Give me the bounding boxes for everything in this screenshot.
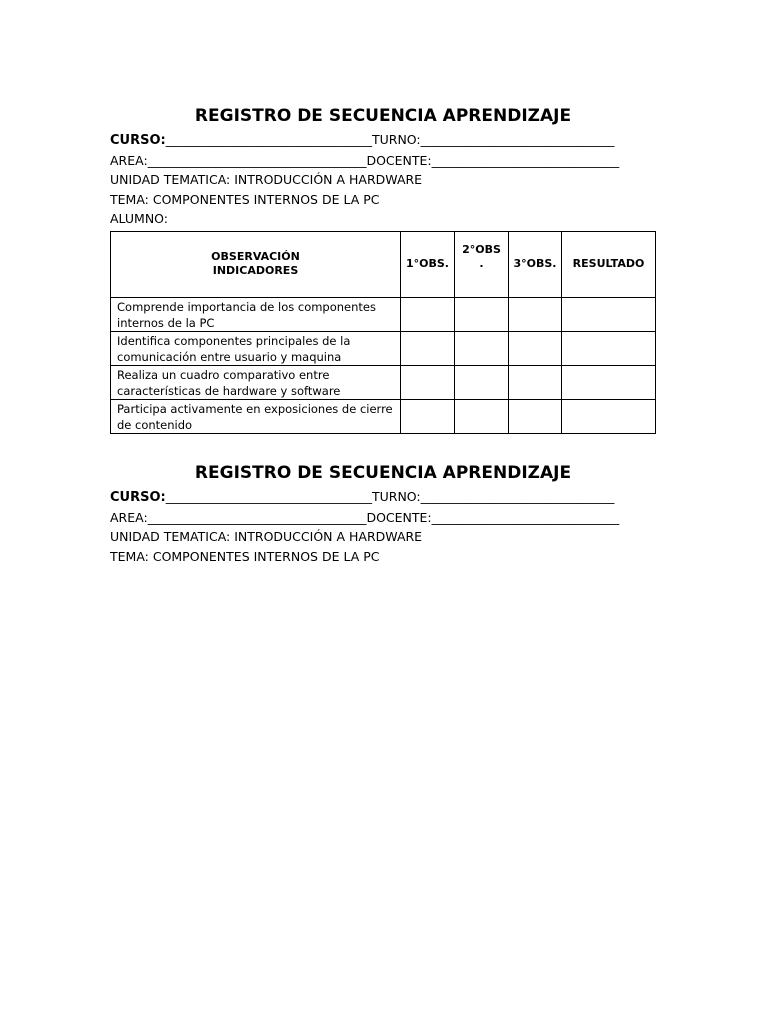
resultado-cell[interactable]	[562, 365, 656, 399]
header-indicadores: INDICADORES	[212, 264, 299, 277]
form-title: REGISTRO DE SECUENCIA APRENDIZAJE	[194, 463, 572, 483]
obs2-cell[interactable]	[455, 365, 509, 399]
curso-label: CURSO:	[110, 490, 166, 505]
obs1-cell[interactable]	[401, 399, 455, 433]
indicator-cell: Comprende importancia de los componentes internos de la PC	[111, 297, 401, 331]
unidad-tematica: UNIDAD TEMATICA: INTRODUCCIÓN A HARDWARE	[110, 172, 423, 187]
form-2	[110, 463, 656, 566]
curso-blank[interactable]: _________________________________	[165, 132, 372, 147]
header-obs2-dot: .	[479, 257, 484, 270]
table-row	[111, 297, 656, 331]
docente-label: DOCENTE:	[366, 509, 432, 525]
tema: TEMA: COMPONENTES INTERNOS DE LA PC	[110, 548, 380, 564]
area-blank[interactable]: ___________________________________	[147, 152, 367, 168]
docente-blank[interactable]: ______________________________	[431, 509, 620, 525]
table-header-row	[111, 231, 656, 297]
obs1-cell[interactable]	[401, 331, 455, 365]
table-row	[111, 399, 656, 433]
indicator-cell: Participa activamente en exposiciones de cierre de contenido	[111, 399, 401, 433]
obs2-cell[interactable]	[455, 297, 509, 331]
header-obs2	[455, 231, 509, 297]
obs2-cell[interactable]	[455, 399, 509, 433]
curso-turno-line	[110, 487, 656, 508]
form-title: REGISTRO DE SECUENCIA APRENDIZAJE	[194, 106, 572, 126]
resultado-cell[interactable]	[562, 399, 656, 433]
obs3-cell[interactable]	[509, 331, 562, 365]
resultado-cell[interactable]	[562, 331, 656, 365]
obs1-cell[interactable]	[401, 365, 455, 399]
curso-blank[interactable]: _________________________________	[165, 489, 372, 504]
header-resultado: RESULTADO	[562, 231, 656, 297]
area-label: AREA:	[110, 509, 148, 525]
form-1	[110, 106, 656, 434]
area-label: AREA:	[110, 152, 148, 168]
docente-label: DOCENTE:	[366, 152, 432, 168]
resultado-cell[interactable]	[562, 297, 656, 331]
table-row	[111, 331, 656, 365]
alumno-label: ALUMNO:	[110, 211, 169, 226]
obs2-cell[interactable]	[455, 331, 509, 365]
header-obs2-text: 2°OBS	[462, 243, 501, 256]
curso-turno-line	[110, 130, 656, 151]
unidad-tematica: UNIDAD TEMATICA: INTRODUCCIÓN A HARDWARE	[110, 529, 423, 544]
turno-blank[interactable]: _______________________________	[420, 132, 615, 147]
obs3-cell[interactable]	[509, 297, 562, 331]
curso-label: CURSO:	[110, 133, 166, 148]
area-docente-line	[110, 508, 656, 528]
turno-label: TURNO:	[371, 489, 421, 504]
turno-blank[interactable]: _______________________________	[420, 489, 615, 504]
turno-label: TURNO:	[371, 132, 421, 147]
indicator-cell: Identifica componentes principales de la comunicación entre usuario y maquina	[111, 331, 401, 365]
header-observacion-indicadores	[111, 231, 401, 297]
tema: TEMA: COMPONENTES INTERNOS DE LA PC	[110, 191, 380, 207]
area-docente-line	[110, 151, 656, 171]
obs3-cell[interactable]	[509, 365, 562, 399]
area-blank[interactable]: ___________________________________	[147, 509, 367, 525]
indicator-cell: Realiza un cuadro comparativo entre características de hardware y software	[111, 365, 401, 399]
obs3-cell[interactable]	[509, 399, 562, 433]
header-obs3: 3°OBS.	[509, 231, 562, 297]
table-row	[111, 365, 656, 399]
header-observacion: OBSERVACIÓN	[211, 250, 300, 263]
docente-blank[interactable]: ______________________________	[431, 152, 620, 168]
observation-table	[110, 231, 656, 434]
obs1-cell[interactable]	[401, 297, 455, 331]
header-obs1: 1°OBS.	[401, 231, 455, 297]
